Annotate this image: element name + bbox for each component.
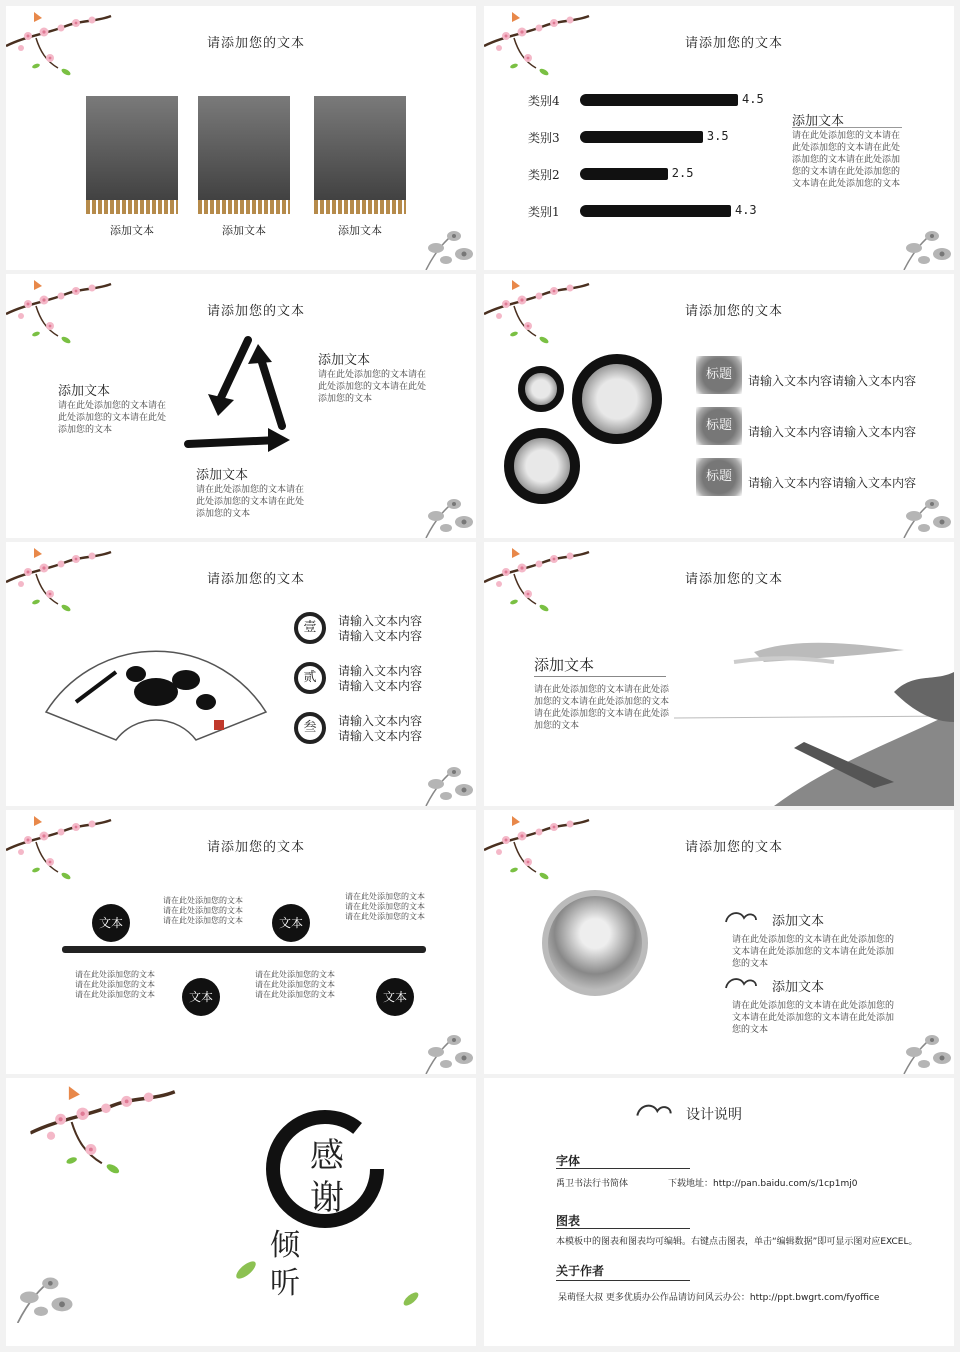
timeline-stroke (62, 946, 426, 953)
timeline-node: 文本 (92, 904, 130, 942)
title-tag: 标题 (696, 407, 742, 445)
side-heading: 添加文本 (792, 114, 845, 129)
category-label: 类别2 (528, 168, 560, 182)
lotus-icon (6, 1238, 76, 1338)
landscape-circle (504, 428, 580, 504)
lotus-icon (416, 1014, 476, 1074)
title-tag: 标题 (696, 356, 742, 394)
item-text: 请输入文本内容请输入文本内容 (748, 476, 917, 490)
ink-lotus-circle (542, 890, 648, 996)
slide-9[interactable] (6, 1078, 476, 1346)
node-text: 请在此处添加您的文本请在此处添加您的文本请在此处添加您的文本 (255, 970, 335, 999)
section-heading: 关于作者 (556, 1264, 605, 1278)
ink-lake-painting (674, 632, 954, 806)
leaf-icon (226, 1250, 266, 1290)
author-note[interactable]: 呆萌怪大叔 更多优质办公作品请访问风云办公：http://ppt.bwgrt.com/fyoffice (558, 1293, 880, 1303)
bar (580, 205, 731, 217)
slide-7[interactable] (6, 810, 476, 1074)
bar (580, 94, 738, 106)
font-download-link[interactable]: 下载地址：http://pan.baidu.com/s/1cp1mj0 (668, 1179, 858, 1189)
block-text: 请在此处添加您的文本请在此处添加您的文本请在此处添加您的文本 (58, 401, 167, 435)
item-text: 请输入文本内容请输入文本内容 (748, 425, 917, 439)
node-text: 请在此处添加您的文本请在此处添加您的文本请在此处添加您的文本 (75, 970, 155, 999)
slide-title: 请添加您的文本 (684, 840, 783, 855)
category-label: 类别4 (528, 94, 560, 108)
landscape-circle (572, 354, 662, 444)
divider (556, 1168, 690, 1169)
slide-2[interactable] (484, 6, 954, 270)
cloud-icon (634, 1100, 674, 1120)
teapot-image (198, 96, 290, 214)
ink-fan-painting (36, 632, 276, 742)
block-heading: 添加文本 (58, 384, 111, 399)
slide-8[interactable] (484, 810, 954, 1074)
lotus-icon (416, 478, 476, 538)
thanks-char: 感 (310, 1136, 344, 1176)
chart-note: 本模板中的图表和图表均可编辑。右键点击图表，单击“编辑数据”即可显示图对应EXCEL。 (556, 1237, 918, 1247)
item-line: 请输入文本内容 (338, 714, 423, 728)
bar (580, 168, 668, 180)
cloud-icon (724, 974, 758, 992)
lotus-icon (894, 478, 954, 538)
lotus-icon (894, 1014, 954, 1074)
item-text: 请在此处添加您的文本请在此处添加您的文本请在此处添加您的文本请在此处添加您的文本 (732, 1001, 895, 1035)
listen-char: 倾 (270, 1228, 300, 1263)
item-text (338, 714, 422, 744)
timeline-node: 文本 (376, 978, 414, 1016)
item-text: 请在此处添加您的文本请在此处添加您的文本请在此处添加您的文本请在此处添加您的文本 (732, 935, 895, 969)
slide-title: 请添加您的文本 (206, 304, 305, 319)
slide-title: 请添加您的文本 (206, 572, 305, 587)
caption: 添加文本 (222, 224, 266, 237)
item-text: 请输入文本内容请输入文本内容 (748, 374, 917, 388)
value-label: 4.5 (742, 92, 764, 106)
item-line: 请输入文本内容 (338, 664, 423, 678)
notes-title: 设计说明 (686, 1107, 742, 1123)
bar (580, 131, 703, 143)
divider (556, 1280, 690, 1281)
item-line: 请输入文本内容 (338, 729, 423, 743)
divider (792, 127, 902, 128)
block-text: 请在此处添加您的文本请在此处添加您的文本请在此处添加您的文本 (318, 370, 427, 404)
teapot-image (314, 96, 406, 214)
divider (556, 1228, 690, 1229)
value-label: 4.3 (734, 203, 757, 217)
timeline-node: 文本 (182, 978, 220, 1016)
thanks-char: 谢 (310, 1178, 344, 1218)
cycle-arrows-icon (178, 334, 298, 462)
teapot-image (86, 96, 178, 214)
value-label: 2.5 (671, 166, 694, 180)
category-label: 类别3 (528, 131, 560, 145)
item-line: 请输入文本内容 (338, 629, 423, 643)
numeral-badge: 叁 (294, 712, 326, 744)
font-name: 禹卫书法行书简体 (556, 1179, 629, 1189)
lotus-icon (894, 210, 954, 270)
value-label: 3.5 (706, 129, 729, 143)
slide-3[interactable] (6, 274, 476, 538)
slide-title: 请添加您的文本 (206, 840, 305, 855)
listen-char: 听 (270, 1266, 300, 1301)
numeral-badge: 壹 (294, 612, 326, 644)
landscape-circle (518, 366, 564, 412)
block-text: 请在此处添加您的文本请在此处添加您的文本请在此处添加您的文本 (196, 485, 305, 519)
category-label: 类别1 (528, 205, 560, 219)
slide-5[interactable] (6, 542, 476, 806)
cloud-icon (724, 908, 758, 926)
item-line: 请输入文本内容 (338, 614, 423, 628)
body-text: 请在此处添加您的文本请在此处添加您的文本请在此处添加您的文本请在此处添加您的文本请在此处添加您的文本 (534, 685, 670, 731)
item-text (338, 614, 422, 644)
divider (534, 676, 666, 677)
numeral-badge: 贰 (294, 662, 326, 694)
title-tag: 标题 (696, 458, 742, 496)
lotus-icon (416, 210, 476, 270)
plum-blossom-icon (6, 1078, 206, 1188)
section-heading: 字体 (556, 1154, 581, 1168)
leaf-icon (396, 1284, 426, 1314)
timeline-node: 文本 (272, 904, 310, 942)
lotus-icon (416, 746, 476, 806)
slide-title: 请添加您的文本 (684, 36, 783, 51)
item-heading: 添加文本 (772, 914, 825, 929)
caption: 添加文本 (110, 224, 154, 237)
slide-title: 请添加您的文本 (206, 36, 305, 51)
item-heading: 添加文本 (772, 980, 825, 995)
node-text: 请在此处添加您的文本请在此处添加您的文本请在此处添加您的文本 (163, 896, 243, 925)
caption: 添加文本 (338, 224, 382, 237)
slide-4[interactable] (484, 274, 954, 538)
side-text: 请在此处添加您的文本请在此处添加您的文本请在此处添加您的文本请在此处添加您的文本请在此处添加您的文本请在此处添加您的文本 (792, 131, 901, 189)
heading: 添加文本 (534, 656, 595, 674)
block-heading: 添加文本 (196, 468, 249, 483)
block-heading: 添加文本 (318, 353, 371, 368)
slide-title: 请添加您的文本 (684, 572, 783, 587)
slide-10[interactable] (484, 1078, 954, 1346)
slide-title: 请添加您的文本 (684, 304, 783, 319)
node-text: 请在此处添加您的文本请在此处添加您的文本请在此处添加您的文本 (345, 892, 425, 921)
section-heading: 图表 (556, 1214, 581, 1228)
item-text (338, 664, 422, 694)
item-line: 请输入文本内容 (338, 679, 423, 693)
slide-6[interactable] (484, 542, 954, 806)
slide-1[interactable] (6, 6, 476, 270)
